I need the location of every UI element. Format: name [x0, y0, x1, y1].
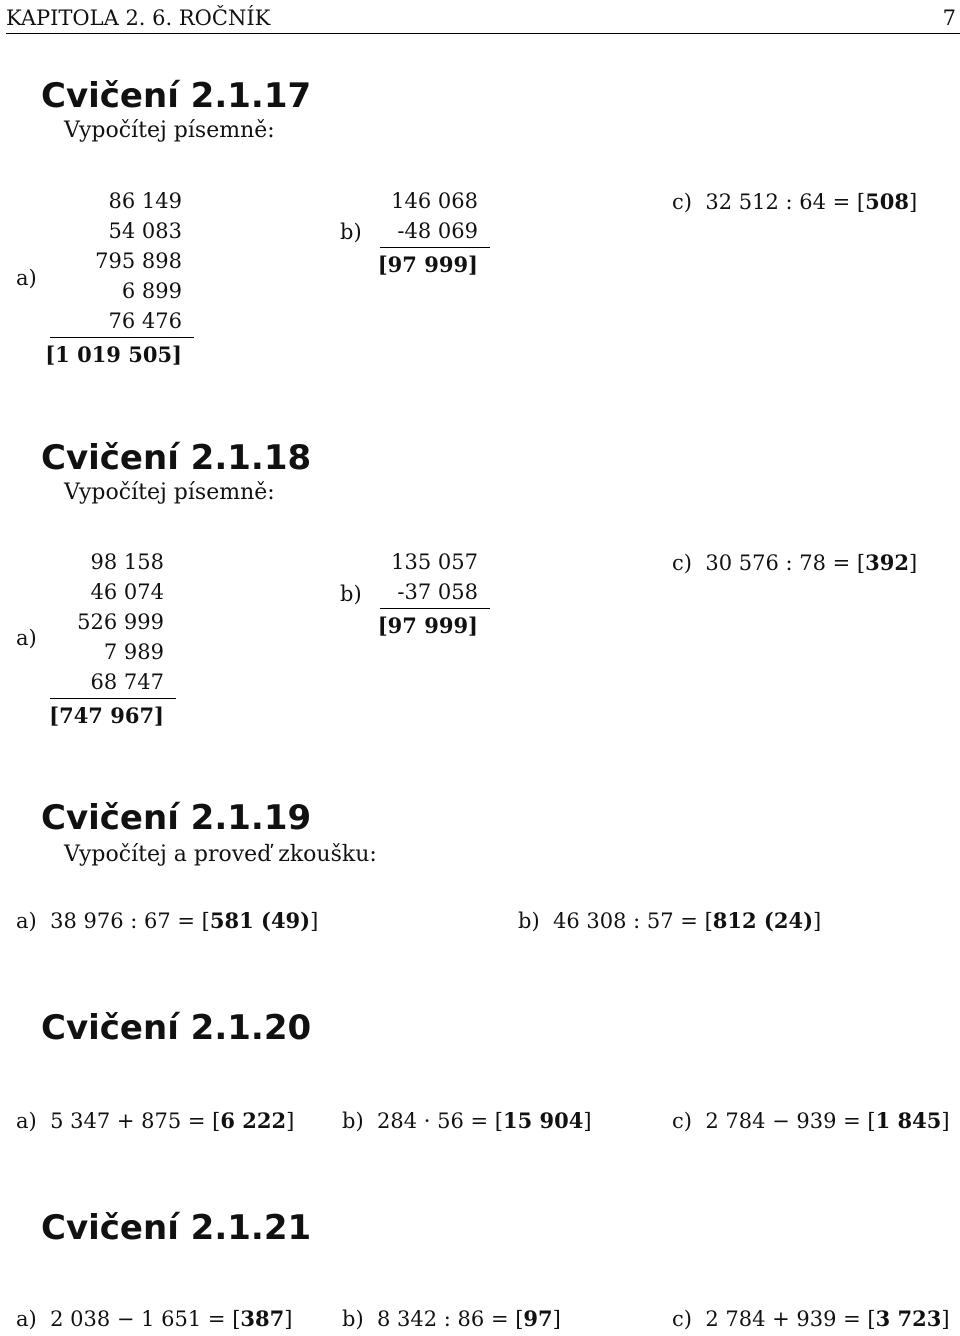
- exercise-instruction: Vypočítej písemně:: [64, 480, 275, 505]
- difference-rule: [380, 608, 490, 609]
- part-label-b: b): [342, 1109, 364, 1133]
- exercise-title: Cvičení 2.1.17: [41, 76, 312, 116]
- exercise-part-c: c) 30 576 : 78 = [392]: [672, 550, 918, 575]
- difference-rule: [380, 247, 490, 248]
- addend: 7 989: [103, 640, 164, 664]
- answer: [1 019 505]: [45, 342, 182, 367]
- answer: 387: [240, 1306, 285, 1331]
- header-rule: [6, 33, 960, 34]
- part-label-a: a): [16, 909, 37, 933]
- part-label-c: c): [672, 190, 692, 214]
- exercise-part-a: a) 5 347 + 875 = [6 222]: [16, 1108, 295, 1133]
- addend: 54 083: [108, 219, 182, 243]
- exercise-part-c: c) 2 784 + 939 = [3 723]: [672, 1306, 950, 1331]
- answer: 581 (49): [209, 908, 311, 933]
- expression: 2 784 − 939 = [: [705, 1109, 876, 1133]
- addend: 98 158: [90, 550, 164, 574]
- expression: 8 342 : 86 = [: [377, 1307, 524, 1331]
- part-label-a: a): [16, 626, 37, 650]
- addend: 86 149: [108, 189, 182, 213]
- sum-rule: [50, 337, 194, 338]
- addend: 68 747: [90, 670, 164, 694]
- sum-rule: [50, 698, 176, 699]
- part-label-b: b): [340, 582, 362, 606]
- exercise-title: Cvičení 2.1.19: [41, 798, 312, 838]
- part-label-a: a): [16, 266, 37, 290]
- answer: 1 845: [875, 1108, 942, 1133]
- addend: 6 899: [121, 279, 182, 303]
- exercise-instruction: Vypočítej a proveď zkoušku:: [64, 842, 377, 867]
- expression: 2 784 + 939 = [: [705, 1307, 876, 1331]
- expression: 5 347 + 875 = [: [50, 1109, 221, 1133]
- part-label-a: a): [16, 1109, 37, 1133]
- exercise-part-a: a) 2 038 − 1 651 = [387]: [16, 1306, 293, 1331]
- page-number: 7: [942, 6, 956, 30]
- exercise-part-a: a) 38 976 : 67 = [581 (49)]: [16, 908, 319, 933]
- exercise-title: Cvičení 2.1.20: [41, 1008, 312, 1048]
- exercise-part-c: c) 32 512 : 64 = [508]: [672, 189, 918, 214]
- minuend: 135 057: [391, 550, 478, 574]
- answer: [97 999]: [377, 613, 478, 638]
- expression: 38 976 : 67 = [: [50, 909, 210, 933]
- minuend: 146 068: [391, 189, 478, 213]
- exercise-part-c: c) 2 784 − 939 = [1 845]: [672, 1108, 950, 1133]
- expression: 30 576 : 78 = [: [705, 551, 866, 575]
- addend: 76 476: [108, 309, 182, 333]
- answer: [97 999]: [377, 252, 478, 277]
- exercise-instruction: Vypočítej písemně:: [64, 118, 275, 143]
- expression: 2 038 − 1 651 = [: [50, 1307, 241, 1331]
- expression: 46 308 : 57 = [: [553, 909, 713, 933]
- subtrahend: -48 069: [397, 219, 478, 243]
- exercise-title: Cvičení 2.1.21: [41, 1208, 312, 1248]
- answer: [747 967]: [49, 703, 164, 728]
- addend: 795 898: [95, 249, 182, 273]
- part-label-b: b): [342, 1307, 364, 1331]
- expression: 284 · 56 = [: [377, 1109, 503, 1133]
- answer: 812 (24): [712, 908, 814, 933]
- running-header: KAPITOLA 2. 6. ROČNÍK: [6, 6, 271, 30]
- part-label-b: b): [518, 909, 540, 933]
- part-label-c: c): [672, 1307, 692, 1331]
- answer: 3 723: [875, 1306, 942, 1331]
- subtrahend: -37 058: [397, 580, 478, 604]
- answer: 15 904: [502, 1108, 584, 1133]
- addend: 526 999: [77, 610, 164, 634]
- exercise-part-b: b) 8 342 : 86 = [97]: [342, 1306, 561, 1331]
- expression: 32 512 : 64 = [: [705, 190, 866, 214]
- answer: 6 222: [220, 1108, 287, 1133]
- answer: 508: [865, 189, 909, 214]
- part-label-c: c): [672, 551, 692, 575]
- part-label-b: b): [340, 220, 362, 244]
- exercise-part-b: b) 46 308 : 57 = [812 (24)]: [518, 908, 822, 933]
- addend: 46 074: [90, 580, 164, 604]
- exercise-part-b: b) 284 · 56 = [15 904]: [342, 1108, 592, 1133]
- answer: 392: [865, 550, 909, 575]
- answer: 97: [523, 1306, 553, 1331]
- part-label-c: c): [672, 1109, 692, 1133]
- part-label-a: a): [16, 1307, 37, 1331]
- exercise-title: Cvičení 2.1.18: [41, 438, 312, 478]
